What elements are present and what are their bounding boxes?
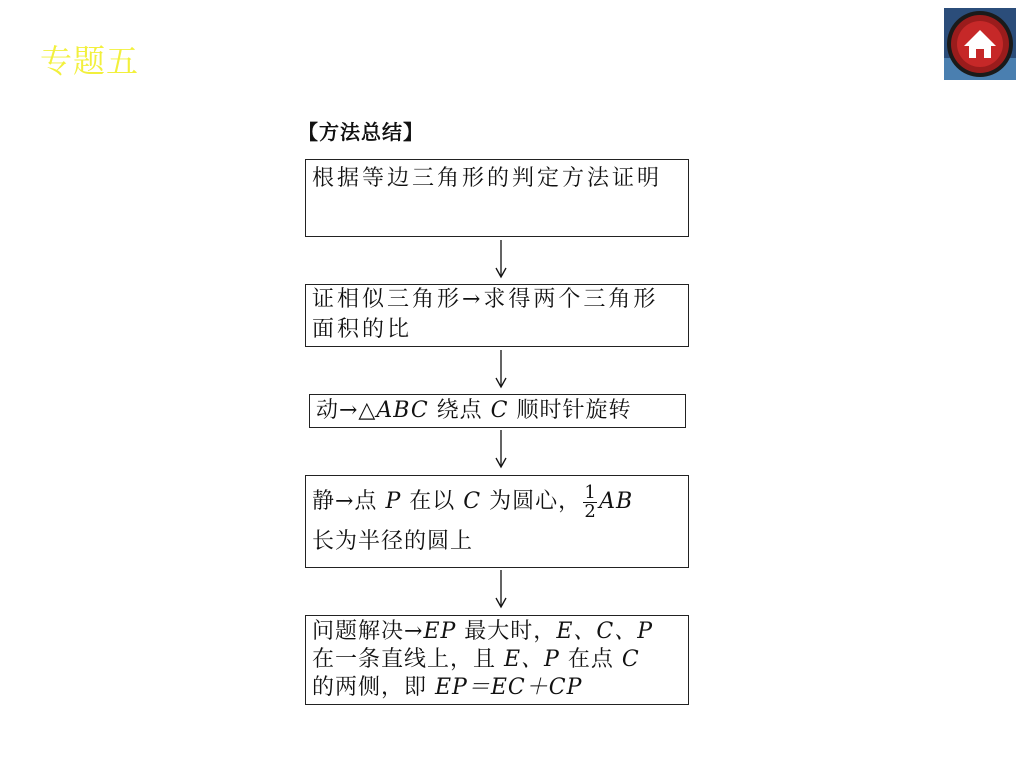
flow-step-2 — [305, 284, 689, 347]
flow-step-5 — [305, 615, 689, 705]
point-c-label: C — [621, 647, 640, 672]
points-ep-label: E、P — [504, 647, 560, 672]
point-p-label: P — [385, 489, 402, 514]
arrow-down-icon — [491, 350, 511, 390]
step-5-line1a: 问题解决→ — [312, 619, 424, 644]
step-5-line2c: 在点 — [559, 647, 622, 672]
step-4-part4: 长为半径的圆上 — [312, 529, 474, 554]
fraction-denominator: 2 — [584, 500, 596, 522]
section-title: 【方法总结】 — [298, 120, 424, 144]
step-5-line1b: 最大时， — [456, 619, 557, 644]
topic-title: 专题五 — [40, 42, 140, 80]
step-4-part3: 为圆心， — [481, 489, 582, 514]
step-3-mid: 绕点 — [428, 398, 491, 423]
fraction-numerator: 1 — [584, 481, 596, 503]
home-icon — [944, 8, 1016, 80]
arrow-down-icon — [491, 240, 511, 280]
home-button[interactable] — [944, 8, 1016, 80]
fraction-half — [583, 481, 597, 522]
step-4-part2: 在以 — [401, 489, 464, 514]
point-c-label: C — [463, 489, 482, 514]
triangle-label: ABC — [376, 398, 429, 423]
point-c-label: C — [490, 398, 509, 423]
step-2-text: 证相似三角形→求得两个三角形面积的比 — [312, 287, 659, 342]
step-5-line2a: 在一条直线上，且 — [312, 647, 504, 672]
flow-step-1 — [305, 159, 689, 237]
arrow-down-icon — [491, 570, 511, 610]
equation-label: EP＝EC＋CP — [435, 675, 583, 700]
step-3-suffix: 顺时针旋转 — [508, 398, 632, 423]
arrow-down-icon — [491, 430, 511, 470]
points-ecp-label: E、C、P — [556, 619, 654, 644]
step-4-part1: 静→点 — [312, 489, 386, 514]
step-1-text: 根据等边三角形的判定方法证明 — [312, 166, 663, 191]
flow-step-3 — [309, 394, 686, 428]
step-5-line3a: 的两侧，即 — [312, 675, 435, 700]
segment-ep-label: EP — [423, 619, 457, 644]
segment-ab-label: AB — [599, 489, 634, 514]
flow-step-4 — [305, 475, 689, 568]
step-3-prefix: 动→△ — [316, 398, 377, 423]
